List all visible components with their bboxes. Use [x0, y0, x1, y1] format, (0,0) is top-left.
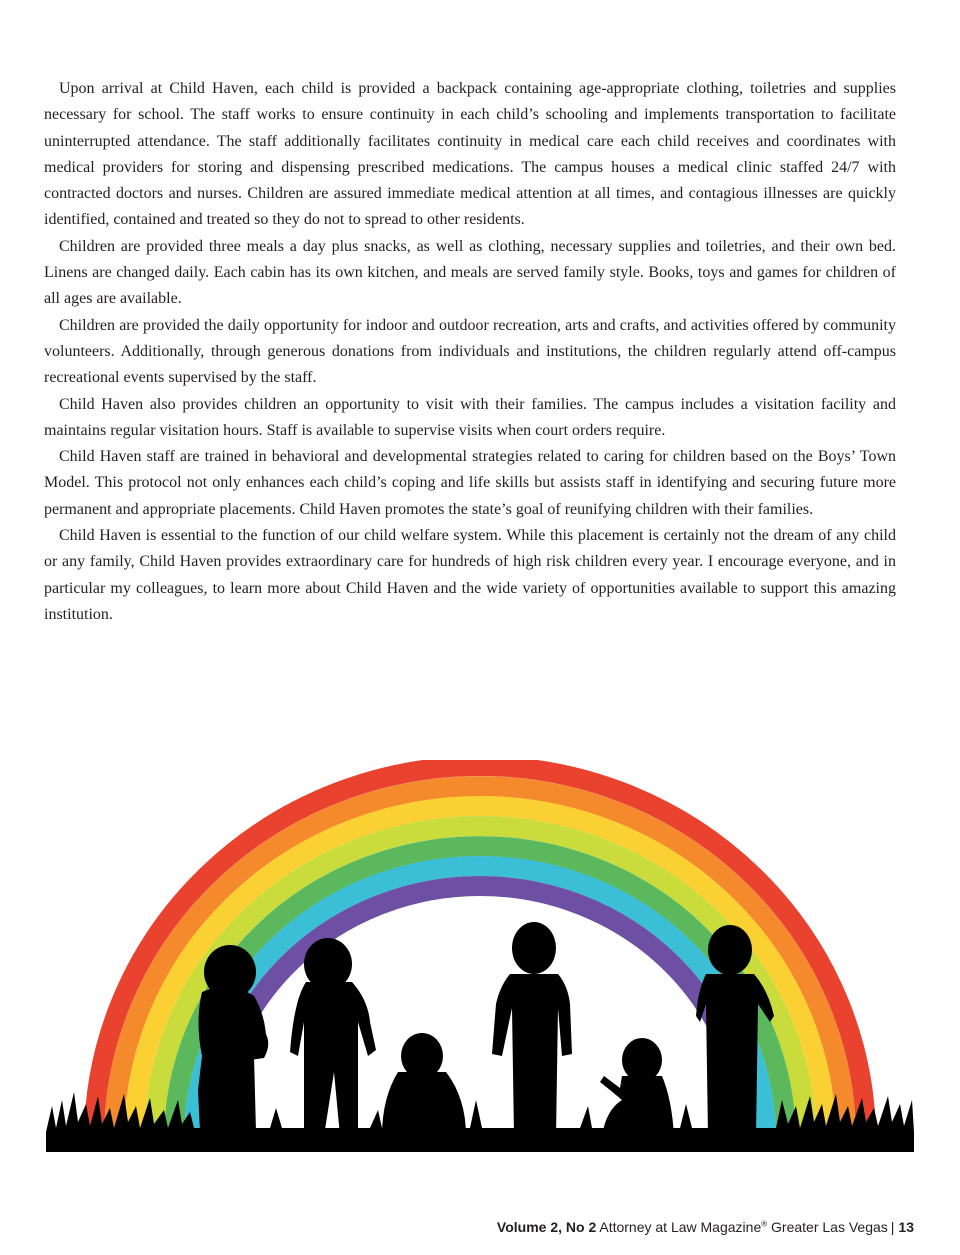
paragraph-staff-training: Child Haven staff are trained in behavioral and developmental strategies related to caring for children based on the Boys’ Town Model. This protocol not only enhances each child’s coping and life skills but assists staff in identifying and securing future more permanent and appropriate placements. Child Haven promotes the state’s goal of reunifying children with their families.	[44, 448, 896, 518]
footer-page-number: 13	[898, 1219, 914, 1235]
footer-registered-mark: ®	[761, 1219, 768, 1229]
rainbow-children-illustration	[40, 760, 920, 1160]
child-silhouette-4	[492, 922, 572, 1136]
footer-separator: |	[890, 1219, 895, 1235]
footer-region: Greater Las Vegas	[771, 1219, 888, 1235]
footer-volume: Volume 2, No 2	[496, 1219, 597, 1235]
paragraph-arrival: Upon arrival at Child Haven, each child is provided a backpack containing age-appropriate clothing, toiletries and supplies necessary for school. The staff works to ensure continuity in each child’s schooling and implements transportation to facilitate uninterrupted attendance. The staff additionally facilitates continuity in medical care each child receives and coordinates with medical providers for storing and dispensing prescribed medications. The campus houses a medical clinic staffed 24/7 with contracted doctors and nurses. Children are assured immediate medical attention at all times, and contagious illnesses are quickly identified, contained and treated so they do not to spread to other residents.	[44, 80, 896, 229]
paragraph-meals: Children are provided three meals a day plus snacks, as well as clothing, necessary supplies and toiletries, and their own bed. Linens are changed daily. Each cabin has its own kitchen, and meals are served family style. Books, toys and games for children of all ages are available.	[44, 237, 896, 308]
child-silhouette-3	[382, 1033, 466, 1136]
child-silhouette-5	[600, 1038, 674, 1136]
paragraph-conclusion: Child Haven is essential to the function of our child welfare system. While this placement is certainly not the dream of any child or any family, Child Haven provides extraordinary care for hundreds of high risk children every year. I encourage everyone, and in particular my colleagues, to learn more about Child Haven and the wide variety of opportunities available to support this amazing institution.	[44, 527, 896, 623]
page-footer	[497, 1219, 914, 1235]
paragraph-recreation: Children are provided the daily opportunity for indoor and outdoor recreation, arts and crafts, and activities offered by community volunteers. Additionally, through generous donations from individuals and institutions, the children regularly attend off-campus recreational events supervised by the staff.	[44, 316, 896, 387]
article-body	[44, 76, 896, 628]
footer-magazine-name: Attorney at Law Magazine	[599, 1219, 762, 1235]
child-silhouette-2	[290, 938, 376, 1136]
paragraph-visitation: Child Haven also provides children an opportunity to visit with their families. The campus includes a visitation facility and maintains regular visitation hours. Staff is available to supervise visits when court orders require.	[44, 395, 896, 439]
